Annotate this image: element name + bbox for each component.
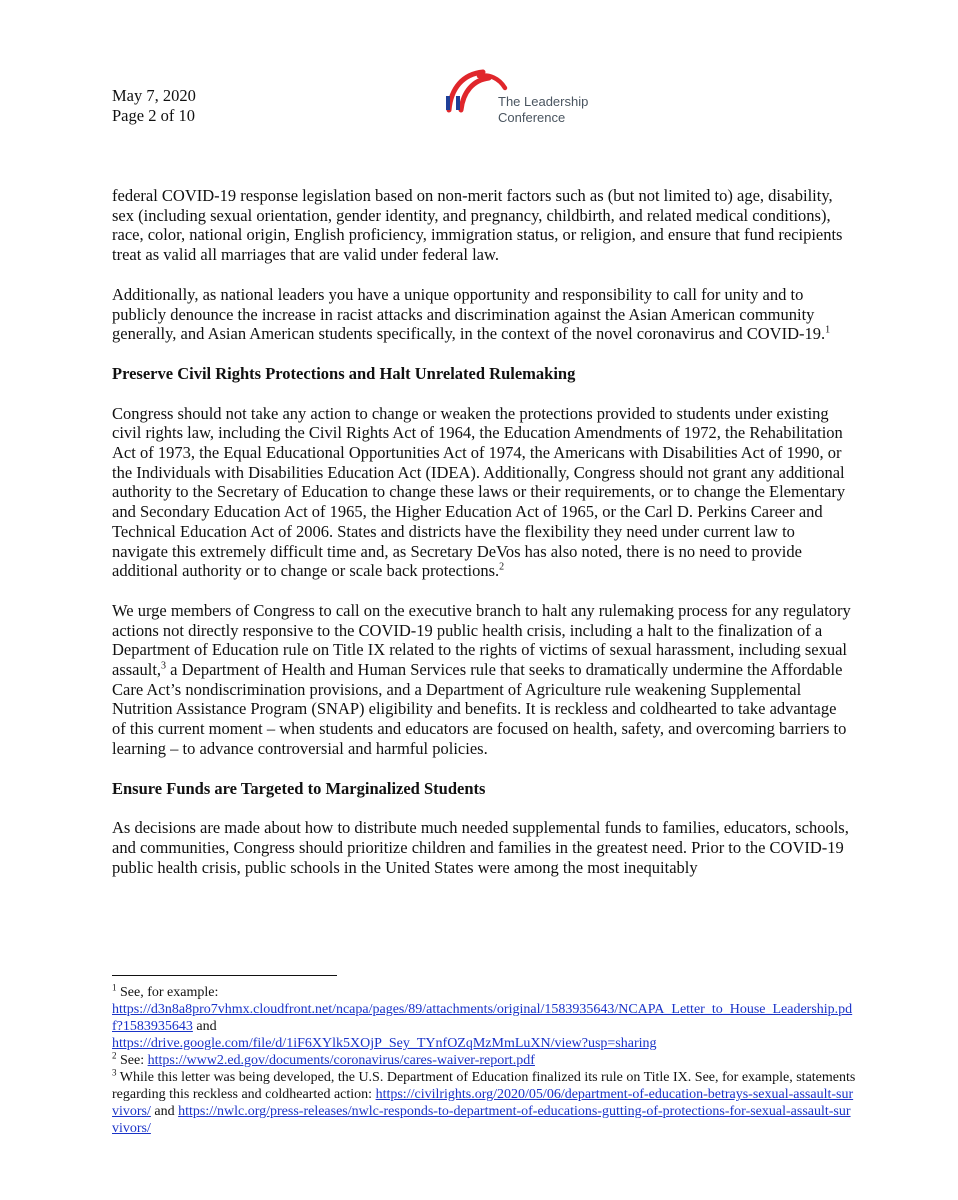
footnote-2-text: See: [116,1053,148,1068]
paragraph-5-text: As decisions are made about how to distribute much needed supplemental funds to families, educators, schools, and communities, Congress should prioritize children and families in the greatest need. Prior to the COVID-19 public health crisis, public schools in the United States were among the most inequitably [112,818,849,877]
paragraph-3 [112,404,852,581]
footnote-3-text: While this letter was being developed, the U.S. Department of Education finalized its rule on Title IX. See, for example, statements regarding this reckless and coldhearted action: [112,1070,856,1102]
footnote-3-and: and [150,1104,179,1119]
paragraph-2-text: Additionally, as national leaders you have a unique opportunity and responsibility to call for unity and to publicly denounce the increase in racist attacks and discrimination against the Asian American community generally, and Asian American students specifically, in the context of the novel coronavirus and COVID-19. [112,284,826,344]
org-logo [443,66,603,130]
footnotes [112,984,857,1137]
footnote-ref-3: 3 [161,660,167,672]
paragraph-1-text: federal COVID-19 response legislation based on non-merit factors such as (but not limited to) age, disability, sex (including sexual orientation, gender identity, and pregnancy, childbirth, and related medical conditions), race, color, national origin, English proficiency, immigration status, or religion, and ensure that fund recipients treat as valid all marriages that are valid under federal law. [112,186,843,265]
footnote-2-number: 2 [112,1050,117,1061]
footnote-3 [112,1069,857,1137]
paragraph-1 [112,186,852,265]
footnote-1 [112,984,857,1052]
org-name-line2: Conference [498,110,566,125]
footnote-1-text: See, for example: [116,985,219,1000]
paragraph-2 [112,285,852,344]
letter-date: May 7, 2020 [112,86,196,105]
footnote-1-link-2[interactable]: https://drive.google.com/file/d/1iF6XYlk5XOjP_Sey_TYnfOZqMzMmLuXN/view?usp=sharing [112,1036,657,1051]
paragraph-4 [112,601,852,759]
footnote-2 [112,1052,857,1069]
footnote-1-link-1[interactable]: https://d3n8a8pro7vhmx.cloudfront.net/ncapa/pages/89/attachments/original/1583935643/NCAPA_Letter_to_House_Leadership.pdf?1583935643 [112,1002,853,1034]
paragraph-4-text-b: a Department of Health and Human Services rule that seeks to dramatically undermine the Affordable Care Act’s nondiscrimination provisions, and a Department of Agriculture rule weakening Supplemental Nutrition Assistance Program (SNAP) eligibility and benefits. It is reckless and coldhearted to take advantage of this current moment – when students and educators are focused on health, safety, and overcoming barriers to learning – to advance controversial and harmful policies. [112,660,847,758]
footnote-ref-1: 1 [825,324,831,336]
letter-body [112,186,852,877]
section-heading-civil-rights: Preserve Civil Rights Protections and Halt Unrelated Rulemaking [112,363,576,383]
footnote-1-number: 1 [112,982,117,993]
org-name-line1: The Leadership [498,94,589,109]
letter-header [112,86,196,125]
footnote-2-link[interactable]: https://www2.ed.gov/documents/coronavirus/cares-waiver-report.pdf [147,1053,535,1068]
paragraph-4-text-a: We urge members of Congress to call on the executive branch to halt any rulemaking process for any regulatory actions not directly responsive to the COVID-19 public health crisis, including a halt to the finalization of a Department of Education rule on Title IX related to the rights of victims of sexual harassment, including sexual assault, [112,600,851,680]
section-heading-funds: Ensure Funds are Targeted to Marginalized Students [112,778,486,798]
footnote-divider [112,975,337,976]
footnote-3-link-1[interactable]: https://civilrights.org/2020/05/06/department-of-education-betrays-sexual-assault-survivors/ [112,1087,854,1119]
paragraph-3-text: Congress should not take any action to change or weaken the protections provided to students under existing civil rights law, including the Civil Rights Act of 1964, the Education Amendments of 1972, the Rehabilitation Act of 1973, the Equal Educational Opportunities Act of 1974, the Americans with Disabilities Act of 1990, or the Individuals with Disabilities Education Act (IDEA). Additionally, Congress should not grant any additional authority to the Secretary of Education to change these laws or their requirements, or to change the Elementary and Secondary Education Act of 1965, the Higher Education Act of 1965, or the Carl D. Perkins Career and Technical Education Act of 2006. States and districts have the flexibility they need under current law to navigate this extremely difficult time and, as Secretary DeVos has also noted, there is no need to provide additional authority or to change or scale back protections. [112,403,846,581]
footnote-3-link-2[interactable]: https://nwlc.org/press-releases/nwlc-responds-to-department-of-educations-gutting-of-protections-for-sexual-assault-survivors/ [112,1104,851,1136]
footnote-3-number: 3 [112,1067,117,1078]
page-number: Page 2 of 10 [112,105,195,125]
paragraph-5 [112,818,852,877]
org-name [498,94,588,126]
footnote-ref-2: 2 [499,561,505,573]
footnote-1-and: and [192,1019,217,1034]
